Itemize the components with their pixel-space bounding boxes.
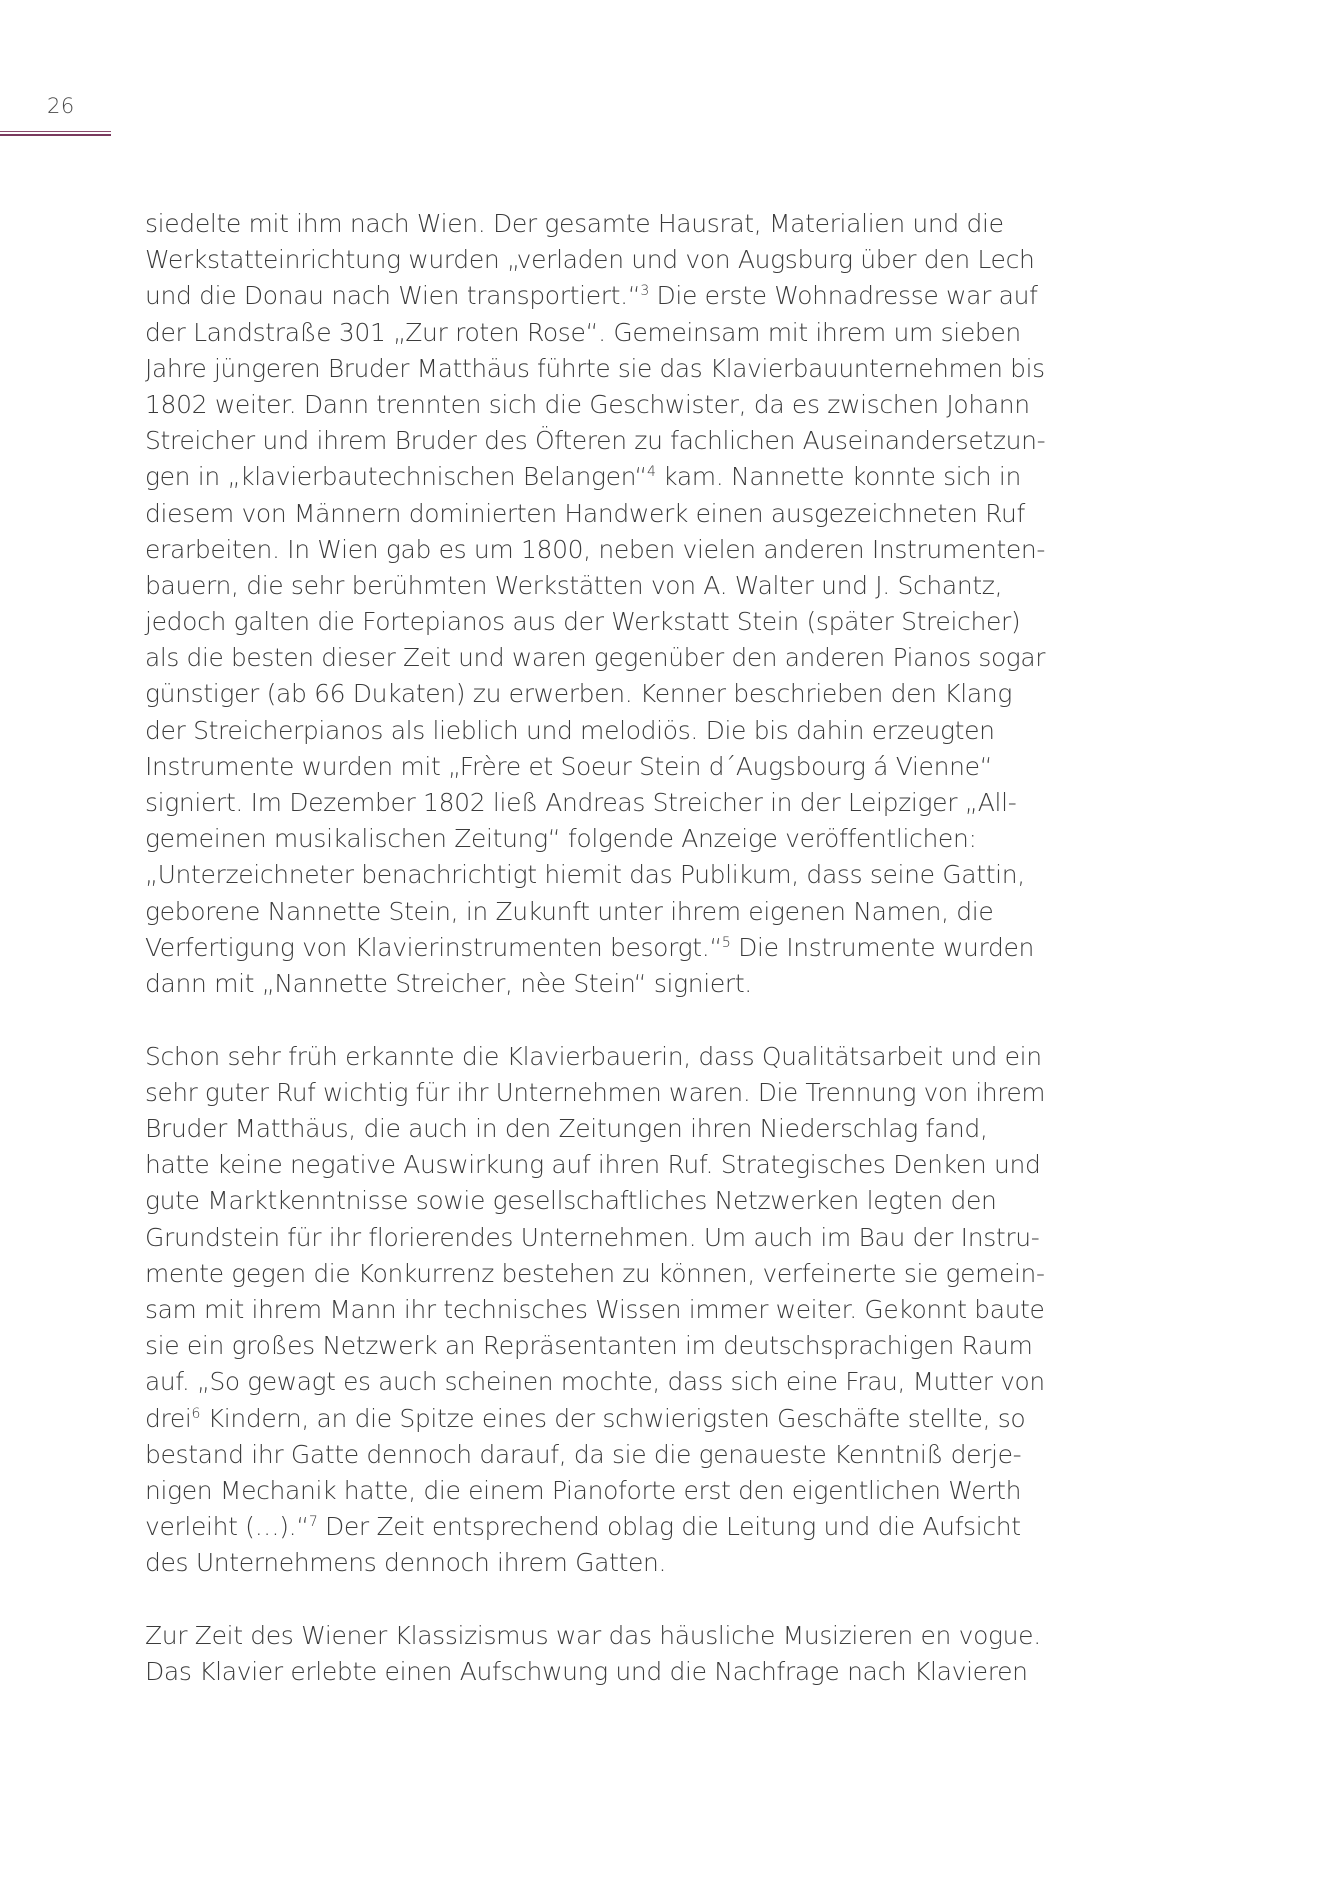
text-line	[145, 1437, 1045, 1473]
text-line	[145, 532, 1045, 568]
paragraph	[145, 1618, 1045, 1690]
text-segment: Das Klavier erlebte einen Aufschwung und die Nachfrage nach Klavieren	[145, 1657, 1028, 1687]
footnote-ref: 6	[191, 1405, 201, 1422]
text-line	[145, 1545, 1045, 1581]
text-line	[145, 387, 1045, 423]
text-segment: sam mit ihrem Mann ihr technisches Wissen immer weiter. Gekonnt baute	[145, 1294, 1045, 1324]
text-line	[145, 1147, 1045, 1183]
text-line	[145, 1509, 1045, 1545]
text-segment: verleiht (…).“	[145, 1512, 309, 1542]
text-segment: Zur Zeit des Wiener Klassizismus war das häusliche Musizieren en vogue.	[145, 1620, 1041, 1650]
text-line	[145, 1256, 1045, 1292]
text-segment: Der Zeit entsprechend oblag die Leitung und die Aufsicht	[317, 1512, 1021, 1542]
text-line	[145, 1039, 1045, 1075]
paragraph	[145, 1039, 1045, 1582]
text-line	[145, 1328, 1045, 1364]
text-segment: bestand ihr Gatte dennoch darauf, da sie die genaueste Kenntniß derje-	[145, 1439, 1022, 1469]
text-segment: „Unterzeichneter benachrichtigt hiemit das Publikum, dass seine Gattin,	[145, 860, 1025, 890]
text-line	[145, 351, 1045, 387]
text-segment: mente gegen die Konkurrenz bestehen zu können, verfeinerte sie gemein-	[145, 1258, 1045, 1288]
text-line	[145, 496, 1045, 532]
text-segment: drei	[145, 1403, 192, 1433]
text-line	[145, 713, 1045, 749]
text-line	[145, 242, 1045, 278]
paragraph-gap	[145, 1581, 1045, 1618]
text-line	[145, 1473, 1045, 1509]
text-line	[145, 315, 1045, 351]
text-segment: gen in „klavierbautechnischen Belangen“	[145, 462, 647, 492]
text-line	[145, 604, 1045, 640]
text-segment: Bruder Matthäus, die auch in den Zeitungen ihren Niederschlag fand,	[145, 1114, 988, 1143]
text-segment: Kindern, an die Spitze eines der schwierigsten Geschäfte stellte, so	[200, 1403, 1026, 1433]
text-line	[145, 1075, 1046, 1111]
paragraph	[145, 206, 1045, 1002]
header-rule-thin	[0, 131, 111, 132]
footnote-ref: 4	[646, 464, 656, 481]
text-line	[145, 206, 1045, 242]
text-line	[145, 785, 1045, 821]
text-segment: und die Donau nach Wien transportiert.“	[145, 281, 641, 311]
text-segment: 1802 weiter. Dann trennten sich die Geschwister, da es zwischen Johann	[145, 389, 1030, 419]
text-line	[145, 568, 1045, 604]
text-segment: dann mit „Nannette Streicher, nèe Stein“ signiert.	[145, 968, 752, 998]
text-line	[145, 966, 1045, 1002]
text-line	[145, 676, 1045, 712]
text-line	[145, 459, 1045, 495]
text-line	[145, 1618, 1045, 1654]
text-segment: Instrumente wurden mit „Frère et Soeur Stein d´Augsbourg á Vienne“	[145, 751, 993, 781]
text-segment: Die Instrumente wurden	[730, 932, 1035, 962]
text-segment: Jahre jüngeren Bruder Matthäus führte sie das Klavierbauunternehmen bis	[145, 353, 1045, 383]
text-line	[145, 640, 1046, 676]
text-segment: signiert. Im Dezember 1802 ließ Andreas Streicher in der Leipziger „All-	[145, 788, 1017, 817]
text-segment: günstiger (ab 66 Dukaten) zu erwerben. Kenner beschrieben den Klang	[145, 679, 1013, 709]
header-rule-thick	[0, 134, 111, 136]
text-line	[145, 1183, 1045, 1219]
text-segment: Schon sehr früh erkannte die Klavierbauerin, dass Qualitätsarbeit und ein	[145, 1041, 1042, 1071]
text-line	[145, 930, 1045, 966]
text-segment: Die erste Wohnadresse war auf	[648, 281, 1038, 311]
text-segment: erarbeiten. In Wien gab es um 1800, neben vielen anderen Instrumenten-	[145, 534, 1046, 564]
text-segment: diesem von Männern dominierten Handwerk einen ausgezeichneten Ruf	[145, 498, 1025, 528]
page-number: 26	[47, 94, 75, 118]
footnote-ref: 7	[308, 1514, 318, 1531]
text-segment: des Unternehmens dennoch ihrem Gatten.	[145, 1548, 667, 1578]
footnote-ref: 5	[721, 934, 731, 951]
text-body	[145, 206, 1045, 1690]
text-segment: nigen Mechanik hatte, die einem Pianoforte erst den eigentlichen Werth	[145, 1475, 1022, 1505]
text-segment: Werkstatteinrichtung wurden „verladen und von Augsburg über den Lech	[145, 245, 1035, 275]
text-segment: gemeinen musikalischen Zeitung“ folgende Anzeige veröffentlichen:	[145, 824, 977, 854]
text-line	[145, 1111, 1045, 1147]
text-segment: bauern, die sehr berühmten Werkstätten von A. Walter und J. Schantz,	[145, 570, 1003, 600]
text-line	[145, 1220, 1045, 1256]
text-segment: siedelte mit ihm nach Wien. Der gesamte Hausrat, Materialien und die	[145, 209, 1004, 238]
text-line	[145, 749, 1045, 785]
text-line	[145, 821, 1045, 857]
text-segment: jedoch galten die Fortepianos aus der Werkstatt Stein (später Streicher)	[145, 607, 1021, 637]
text-line	[145, 1292, 1045, 1328]
text-segment: der Landstraße 301 „Zur roten Rose“. Gemeinsam mit ihrem um sieben	[145, 317, 1021, 347]
text-segment: als die besten dieser Zeit und waren gegenüber den anderen Pianos sogar	[145, 643, 1046, 673]
text-segment: kam. Nannette konnte sich in	[655, 462, 1021, 492]
text-segment: Grundstein für ihr florierendes Unternehmen. Um auch im Bau der Instru-	[145, 1222, 1040, 1252]
text-segment: sehr guter Ruf wichtig für ihr Unternehmen waren. Die Trennung von ihrem	[145, 1077, 1046, 1107]
text-line	[145, 857, 1045, 893]
text-line	[145, 894, 1045, 930]
text-line	[145, 1401, 1045, 1437]
text-segment: sie ein großes Netzwerk an Repräsentanten im deutschsprachigen Raum	[145, 1331, 1033, 1361]
text-line	[145, 1654, 1045, 1690]
text-segment: auf. „So gewagt es auch scheinen mochte, dass sich eine Frau, Mutter von	[145, 1367, 1045, 1397]
text-line	[145, 1364, 1045, 1400]
text-segment: hatte keine negative Auswirkung auf ihren Ruf. Strategisches Denken und	[145, 1150, 1041, 1180]
text-line	[145, 423, 1045, 459]
footnote-ref: 3	[640, 283, 649, 300]
text-segment: gute Marktkenntnisse sowie gesellschaftliches Netzwerken legten den	[145, 1186, 997, 1216]
text-segment: der Streicherpianos als lieblich und melodiös. Die bis dahin erzeugten	[145, 715, 995, 745]
text-segment: geborene Nannette Stein, in Zukunft unter ihrem eigenen Namen, die	[145, 896, 994, 926]
text-segment: Streicher und ihrem Bruder des Öfteren zu fachlichen Auseinandersetzun-	[145, 426, 1046, 456]
text-line	[145, 278, 1045, 314]
text-segment: Verfertigung von Klavierinstrumenten besorgt.“	[145, 932, 722, 962]
paragraph-gap	[145, 1002, 1045, 1039]
